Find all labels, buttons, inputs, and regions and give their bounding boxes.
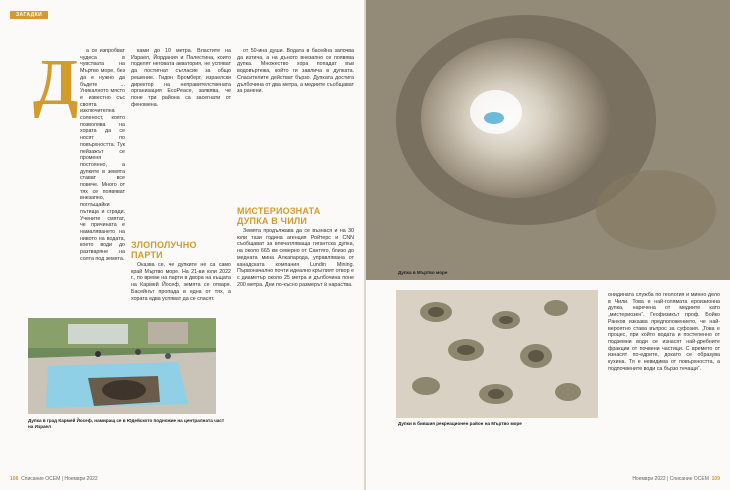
column-2 — [131, 48, 231, 108]
right-bottom-caption: Дупки в бившия рекреационен район на Мъртво море — [398, 421, 522, 426]
column-2-text: ками до 10 метра. Властите на Израел, Йордания и Палестина, които поделят неговата акватория, не успяват да постигнат съгласие за общо решение. Гидон Бромберг, израелски директор на неправителствената организация EcoPeace, заявява, че поне три района са засегнати от феномена. — [131, 48, 231, 108]
pool-sinkhole-photo — [28, 318, 216, 414]
left-folio: 108 Списание ОСЕМ | Ноември 2022 — [10, 476, 98, 482]
column-3-text: от 50-ина души. Водата в басейна започва да изтича, а на дъното внезапно се появява дупка. Множество хора попадат във водовъртежа, който ги завлича в дупката. Спасителите действат бързо. Дупката достига дълбочина от два метра, а медиите съобщават за ранени. — [237, 48, 354, 95]
left-issue: Ноември 2022 — [64, 476, 98, 482]
column-1-text: а се изпробват чудеса в чувствата на Мъртво море, без да е нужно да бъдете ... Уникалното място е известно със своята изключителна соленост, която позволява на хората да се носят по повърхността. Тук пейзажът се променя постоянно, а дупките в земята стават все повече. Много от тях се появяват внезапно, поглъщайки пътища и сгради. Учените смятат, че причината е намаляването на нивото на водата, което води до разтваряне на солта под земята. — [80, 48, 125, 262]
aerial-sinkholes-photo — [396, 290, 598, 418]
left-page-number: 108 — [10, 476, 19, 482]
left-photo-caption: Дупка в град Кармей Йосеф, намиращ се в Юдейското подножие на централната част на Израел — [28, 418, 225, 429]
column-1 — [30, 48, 125, 263]
right-column — [608, 292, 720, 372]
right-column-text: онидината служба по геология и минно дело в Чили. Това е най-голямата ероизионна дупка, наречена от медиите като „мистериозен“. Геофизикът проф. Бойко Ранков изказва предположението, че най-вероятно става въпрос за суфозия. „Това е процес, при който водата и постепенно от подземни води се изнасят най-дребните фракции от почвени частици. С времето от изнасят по-едрите, докато се образува кухина. Тя е невидима от повърхността, а подпочвените води са бързо течащи“. — [608, 292, 720, 372]
right-top-caption: Дупка в Мъртво море — [398, 270, 448, 275]
right-issue: Ноември 2022 — [632, 476, 666, 482]
left-page — [0, 0, 364, 490]
section-tag: ЗАГАДКИ — [10, 11, 48, 19]
dropcap: Д — [33, 46, 79, 119]
column-2b-text: Оказва се, че дупките не са само край Мъртво море. На 21-ви юли 2022 г., по време на парти в двора на къщата на Кармей Йосеф, земята се отваря. Басейнът пропада в една от тях, а хората едва успяват да се спасят. — [131, 262, 231, 302]
left-magazine-name: Списание ОСЕМ — [21, 476, 61, 482]
column-3 — [237, 48, 354, 95]
right-page-number: 109 — [711, 476, 720, 482]
right-folio: Ноември 2022 | Списание ОСЕМ 109 — [632, 476, 720, 482]
column-2b — [131, 262, 231, 302]
column-3b-text: Земята продължава да се възнася и на 30 юли тази година агенция Ройтерс и CNN съобщават за впечатляваща гигантска дупка, на около 665 км северно от Сантяго, близо до медната мина Алкапарода, управлявана от канадската компания Lundin Mining. Първоначално почти идеално кръглият отвор е с диаметър около 25 метра и дълбочина поне 200 метра. Дни по-късно размерът ѝ нараства. — [237, 228, 354, 288]
column-3b — [237, 228, 354, 288]
heading-party: ЗЛОПОЛУЧНО ПАРТИ — [131, 240, 197, 260]
dead-sea-sinkhole-photo — [366, 0, 730, 280]
heading-chile: МИСТЕРИОЗНАТА ДУПКА В ЧИЛИ — [237, 206, 321, 226]
right-page — [366, 0, 730, 490]
right-magazine-name: Списание ОСЕМ — [669, 476, 709, 482]
